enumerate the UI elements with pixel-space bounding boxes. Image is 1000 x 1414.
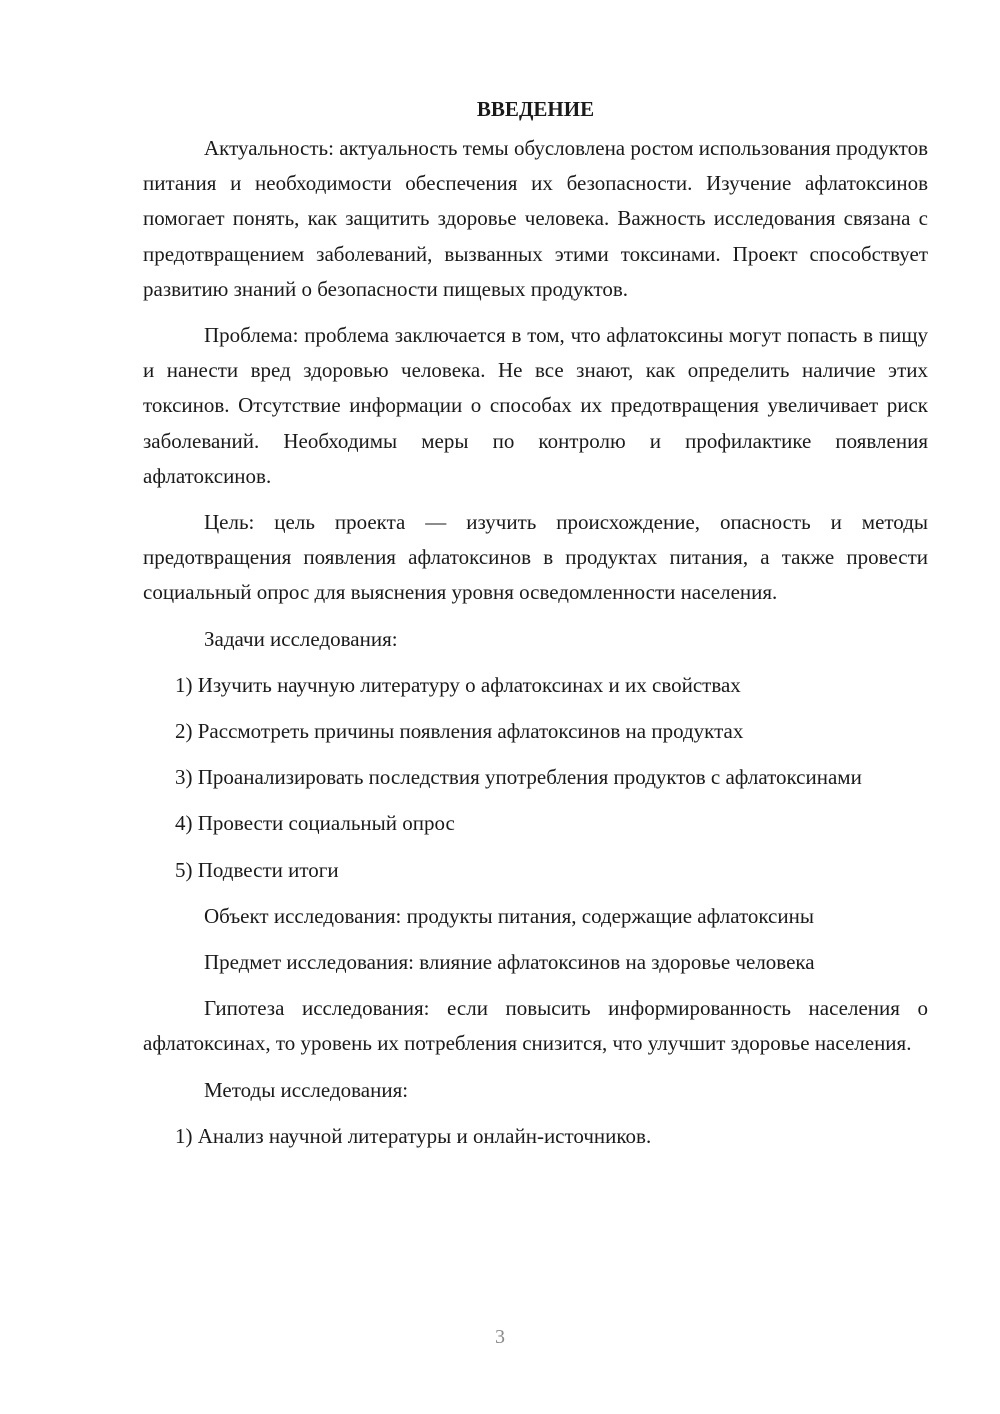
methods-title: Методы исследования: (204, 1077, 409, 1102)
subject-paragraph: Предмет исследования: влияние афлатоксинов на здоровье человека (204, 950, 815, 975)
task-item: 3) Проанализировать последствия употребления продуктов с афлатоксинами (175, 765, 862, 790)
tasks-title: Задачи исследования: (204, 626, 398, 651)
section-heading: ВВЕДЕНИЕ (476, 97, 595, 121)
relevance-paragraph: Актуальность: актуальность темы обусловлена ростом использования продуктов питания и необходимости обеспечения их безопасности. Изучение афлатоксинов помогает понять, как защитить здоровье человека. Важность исследования связана с предотвращением заболеваний, вызванных этими токсинами. Проект способствует развитию знаний о безопасности пищевых продуктов. (143, 136, 928, 301)
object-paragraph: Объект исследования: продукты питания, содержащие афлатоксины (204, 903, 814, 928)
problem-paragraph: Проблема: проблема заключается в том, что афлатоксины могут попасть в пищу и нанести вред здоровью человека. Не все знают, как определить наличие этих токсинов. Отсутствие информации о способах их предотвращения увеличивает риск заболеваний. Необходимы меры по контролю и профилактике появления афлатоксинов. (143, 323, 928, 488)
goal-paragraph: Цель: цель проекта — изучить происхождение, опасность и методы предотвращения появления афлатоксинов в продуктах питания, а также провести социальный опрос для выяснения уровня осведомленности населения. (143, 510, 928, 605)
hypothesis-paragraph: Гипотеза исследования: если повысить информированность населения о афлатоксинах, то уровень их потребления снизится, что улучшит здоровье населения. (143, 996, 928, 1056)
method-item: 1) Анализ научной литературы и онлайн-источников. (175, 1123, 652, 1148)
task-item: 1) Изучить научную литературу о афлатоксинах и их свойствах (175, 672, 741, 697)
page-number: 3 (495, 1326, 505, 1348)
task-item: 2) Рассмотреть причины появления афлатоксинов на продуктах (175, 719, 744, 744)
document-page (143, 92, 928, 1165)
task-item: 5) Подвести итоги (175, 857, 339, 882)
task-item: 4) Провести социальный опрос (175, 811, 455, 836)
